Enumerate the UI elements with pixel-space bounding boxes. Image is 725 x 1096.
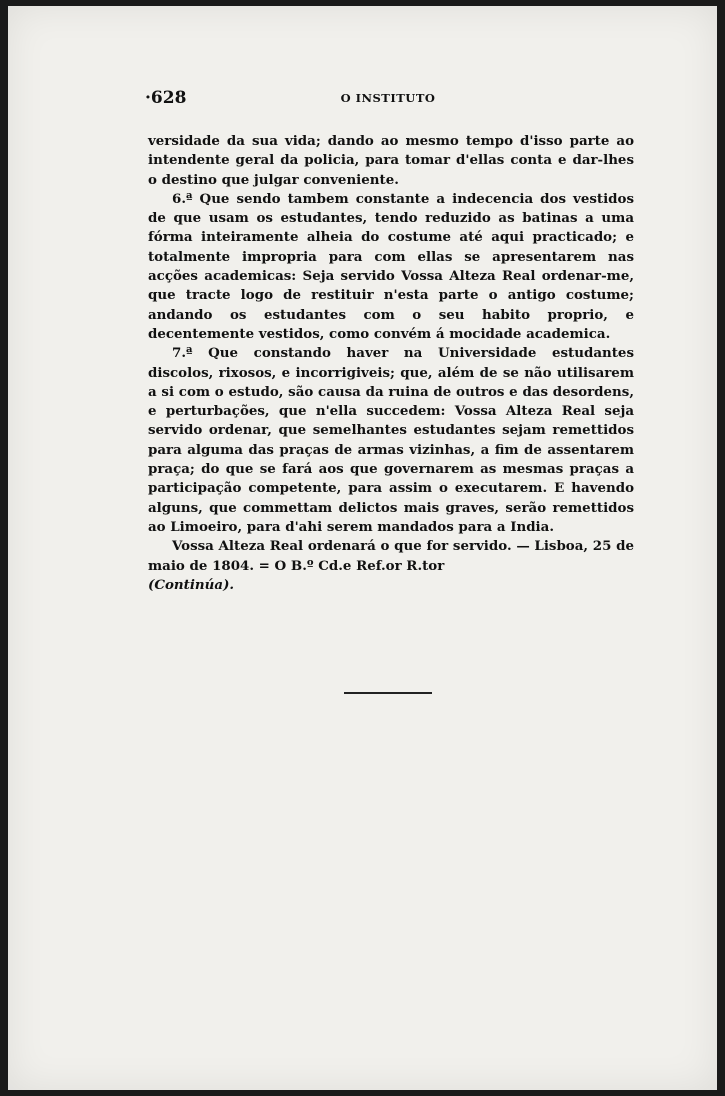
section-rule — [344, 692, 432, 694]
page-header — [145, 88, 631, 110]
running-title: O INSTITUTO — [340, 91, 436, 105]
continuation-note: (Continúa). — [148, 576, 235, 593]
paragraph-continuation: versidade da sua vida; dando ao mesmo tempo d'isso parte ao intendente geral da policia, para tomar d'ellas conta e dar-lhes o destino que julgar conveniente. — [148, 133, 634, 188]
page-number: ·628 — [145, 88, 187, 108]
paragraph-item-6: 6.ª Que sendo tambem constante a indecencia dos vestidos de que usam os estudantes, tendo reduzido as batinas a uma fórma inteiramente alheia do costume até aqui practicado; e totalmente impropria para com ellas se apresentarem nas acções academicas: Seja servido Vossa Alteza Real ordenar-me, que tracte logo de restituir n'esta parte o antigo costume; andando os estudantes com o seu habito proprio, e decentemente vestidos, como convém á mocidade academica. — [148, 190, 634, 342]
paragraph-item-7: 7.ª Que constando haver na Universidade estudantes discolos, rixosos, e incorrigiveis; que, além de se não utilisarem a si com o estudo, são causa da ruina de outros e das desordens, e perturbações, que n'ella succedem: Vossa Alteza Real seja servido ordenar, que semelhantes estudantes sejam remettidos para alguma das praças de armas vizinhas, a fim de assentarem praça; do que se fará aos que governarem as mesmas praças a participação competente, para assim o executarem. E havendo alguns, que commettam delictos mais graves, serão remettidos ao Limoeiro, para d'ahi serem mandados para a India. — [148, 345, 634, 535]
closing-paragraph: Vossa Alteza Real ordenará o que for servido. — Lisboa, 25 de maio de 1804. = O B.º Cd.e Ref.or R.tor — [148, 538, 634, 574]
body-text — [148, 132, 634, 595]
document-page — [8, 6, 717, 1090]
